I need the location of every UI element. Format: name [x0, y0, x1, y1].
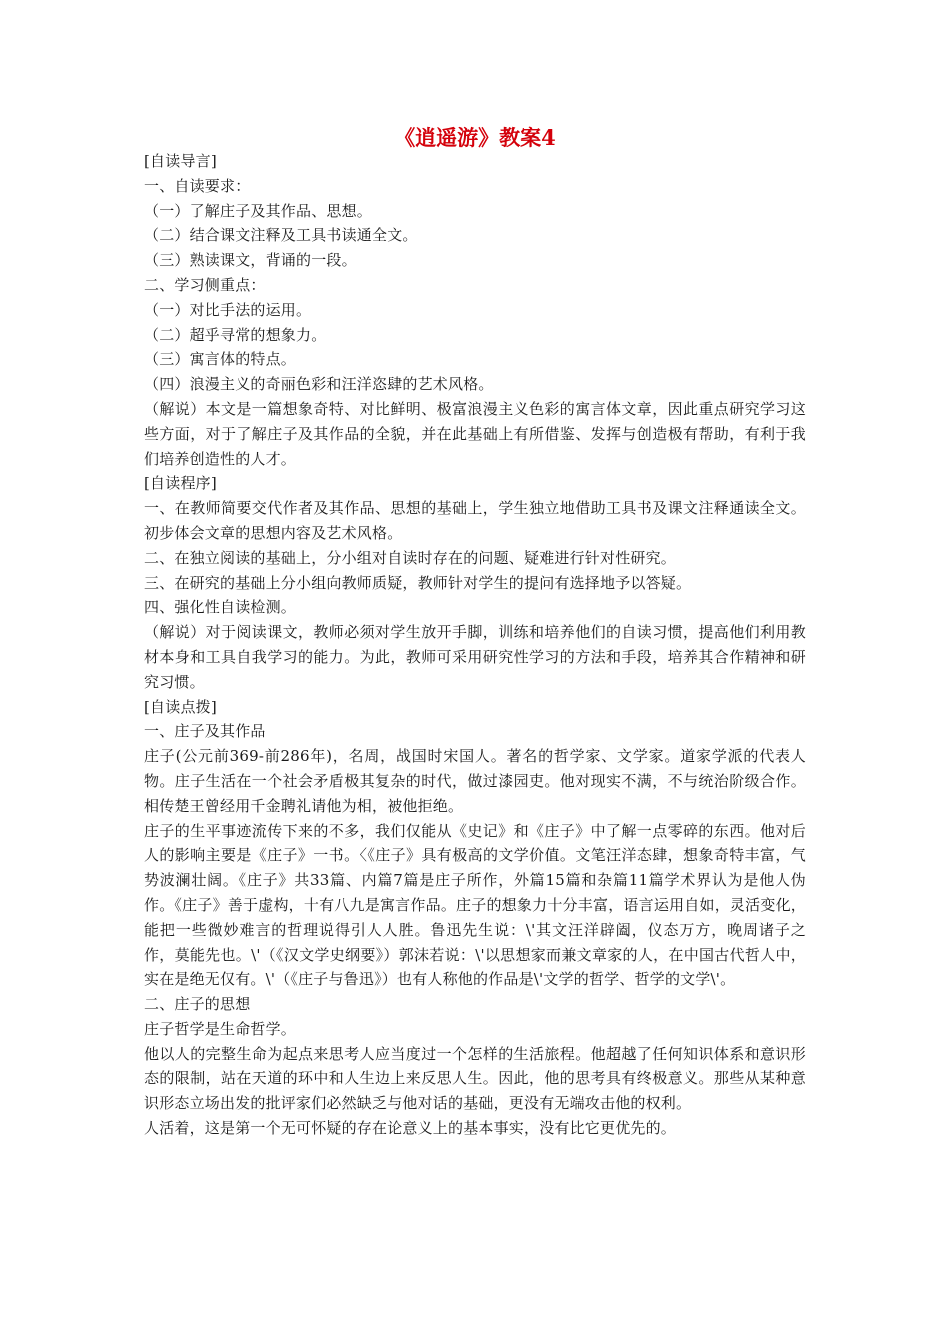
- paragraph: （二）超乎寻常的想象力。: [144, 325, 327, 344]
- paragraph: （三）熟读课文，背诵的一段。: [144, 251, 357, 270]
- paragraph: （一）了解庄子及其作品、思想。: [144, 201, 373, 220]
- paragraph: 庄子(公元前369-前286年)，名周，战国时宋国人。著名的哲学家、文学家。道家学派的代表人物。庄子生活在一个社会矛盾极其复杂的时代，做过漆园吏。他对现实不满，不与统治阶级合作。相传楚王曾经用千金聘礼请他为相，被他拒绝。: [144, 747, 806, 815]
- document-title: 《逍遥游》教案4: [394, 125, 556, 150]
- paragraph: （一）对比手法的运用。: [144, 300, 312, 319]
- paragraph: 一、庄子及其作品: [144, 722, 266, 741]
- paragraph: （解说）对于阅读课文，教师必须对学生放开手脚，训练和培养他们的自读习惯，提高他们利用教材本身和工具自我学习的能力。为此，教师可采用研究性学习的方法和手段，培养其合作精神和研究习惯。: [144, 623, 806, 691]
- paragraph: （二）结合课文注释及工具书读通全文。: [144, 226, 418, 245]
- paragraph: 庄子的生平事迹流传下来的不多，我们仅能从《史记》和《庄子》中了解一点零碎的东西。他对后人的影响主要是《庄子》一书。〈《庄子》具有极高的文学价值。文笔汪洋态肆，想象奇特丰富，气势波澜壮阔。《庄子》共33篇、内篇7篇是庄子所作，外篇15篇和杂篇11篇学术界认为是他人伪作。《庄子》善于虚构，十有八九是寓言作品。庄子的想象力十分丰富，语言运用自如，灵活变化，能把一些微妙难言的哲理说得引人人胜。鲁迅先生说：\'其文汪洋辟阖，仪态万方，晚周诸子之作，莫能先也。\'（《汉文学史纲要》）郭沫若说：\'以思想家而兼文章家的人，在中国古代哲人中，实在是绝无仅有。\'（《庄子与鲁迅》）也有人称他的作品是\'文学的哲学、哲学的文学\'。: [144, 821, 806, 989]
- paragraph: 一、在教师简要交代作者及其作品、思想的基础上，学生独立地借助工具书及课文注释通读全文。初步体会文章的思想内容及艺术风格。: [144, 499, 806, 542]
- section-heading: [自读导言]: [144, 152, 217, 170]
- paragraph: （四）浪漫主义的奇丽色彩和汪洋恣肆的艺术风格。: [144, 375, 494, 394]
- paragraph: 二、学习侧重点：: [144, 275, 266, 294]
- document-body: [144, 149, 806, 1141]
- section-heading: [自读点拨]: [144, 697, 217, 716]
- paragraph: （解说）本文是一篇想象奇特、对比鲜明、极富浪漫主义色彩的寓言体文章，因此重点研究学习这些方面，对于了解庄子及其作品的全貌，并在此基础上有所借鉴、发挥与创造极有帮助，有利于我们培养创造性的人才。: [144, 399, 806, 468]
- paragraph: 二、庄子的思想: [144, 995, 251, 1014]
- paragraph: 三、在研究的基础上分小组向教师质疑，教师针对学生的提问有选择地予以答疑。: [144, 573, 692, 592]
- paragraph: 人活着，这是第一个无可怀疑的存在论意义上的基本事实，没有比它更优先的。: [144, 1119, 677, 1138]
- paragraph: 二、在独立阅读的基础上，分小组对自读时存在的问题、疑难进行针对性研究。: [144, 548, 677, 567]
- section-heading: [自读程序]: [144, 474, 217, 493]
- paragraph: （三）寓言体的特点。: [144, 350, 297, 369]
- paragraph: 四、强化性自读检测。: [144, 598, 297, 617]
- paragraph: 庄子哲学是生命哲学。: [144, 1019, 297, 1038]
- paragraph: 他以人的完整生命为起点来思考人应当度过一个怎样的生活旅程。他超越了任何知识体系和意识形态的限制，站在天道的环中和人生边上来反思人生。因此，他的思考具有终极意义。那些从某种意识形态立场出发的批评家们必然缺乏与他对话的基础，更没有无端攻击他的权利。: [144, 1044, 806, 1113]
- paragraph: 一、自读要求：: [144, 176, 251, 195]
